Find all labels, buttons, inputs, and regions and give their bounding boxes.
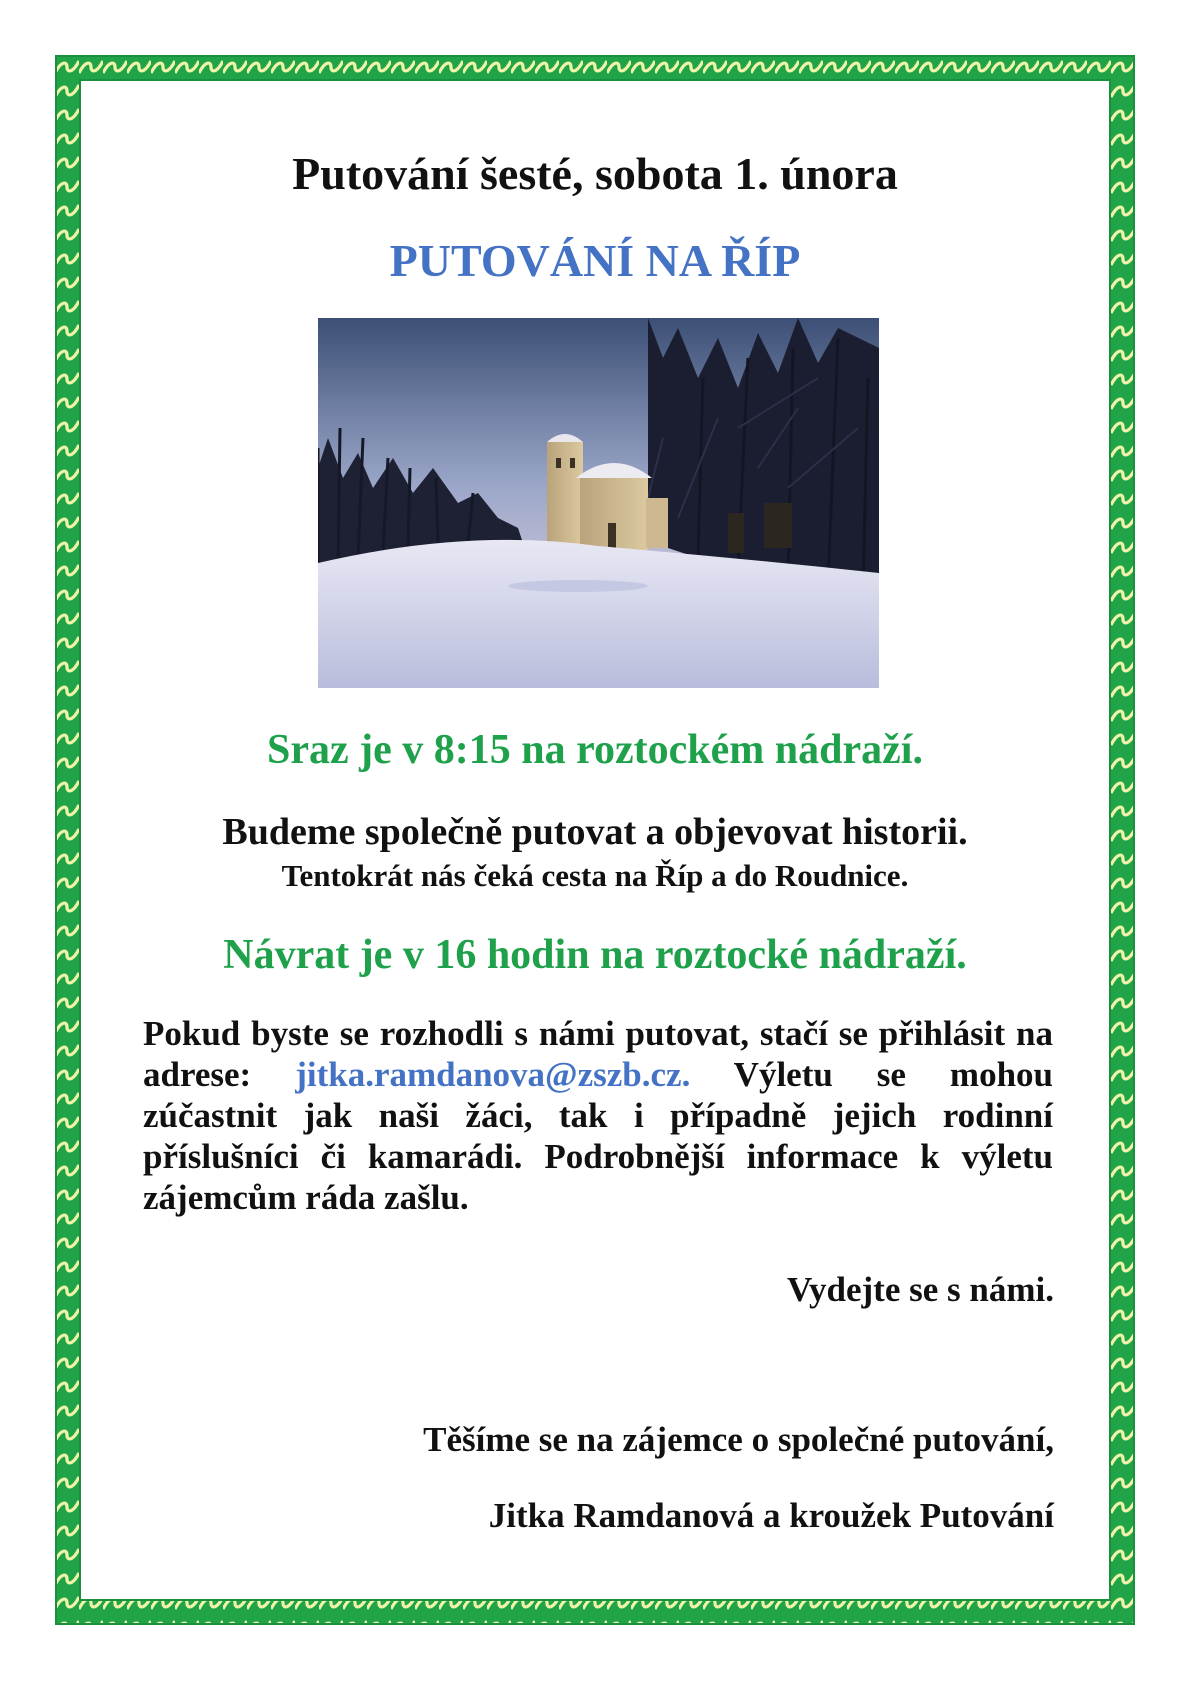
email-address[interactable]: jitka.ramdanova@zszb.cz. (295, 1055, 691, 1094)
intro-line-1: Budeme společně putovat a objevovat historii. (222, 811, 968, 853)
intro-line-2: Tentokrát nás čeká cesta na Říp a do Roudnice. (281, 858, 909, 893)
church-photo (318, 318, 879, 688)
event-date-heading: Putování šesté, sobota 1. února (292, 148, 898, 199)
signature: Jitka Ramdanová a kroužek Putování (488, 1496, 1054, 1535)
closing-invite: Vydejte se s námi. (786, 1270, 1054, 1309)
meeting-info: Sraz je v 8:15 na roztockém nádraží. (267, 727, 923, 773)
signup-paragraph (143, 1013, 1053, 1218)
event-title: PUTOVÁNÍ NA ŘÍP (389, 235, 801, 286)
return-info: Návrat je v 16 hodin na roztocké nádraží. (223, 932, 967, 978)
closing-greeting: Těšíme se na zájemce o společné putování, (423, 1420, 1054, 1459)
paragraph-text-start: Pokud byste se rozhodli s námi putovat, stačí se přihlásit na adrese: (143, 1014, 1053, 1094)
paragraph-text-end: Výletu se mohou zúčastnit jak naši žáci, tak i případně jejich rodinní příslušníci či kamarádi. Podrobnější informace k výletu zájemcům ráda zašlu. (143, 1055, 1054, 1217)
